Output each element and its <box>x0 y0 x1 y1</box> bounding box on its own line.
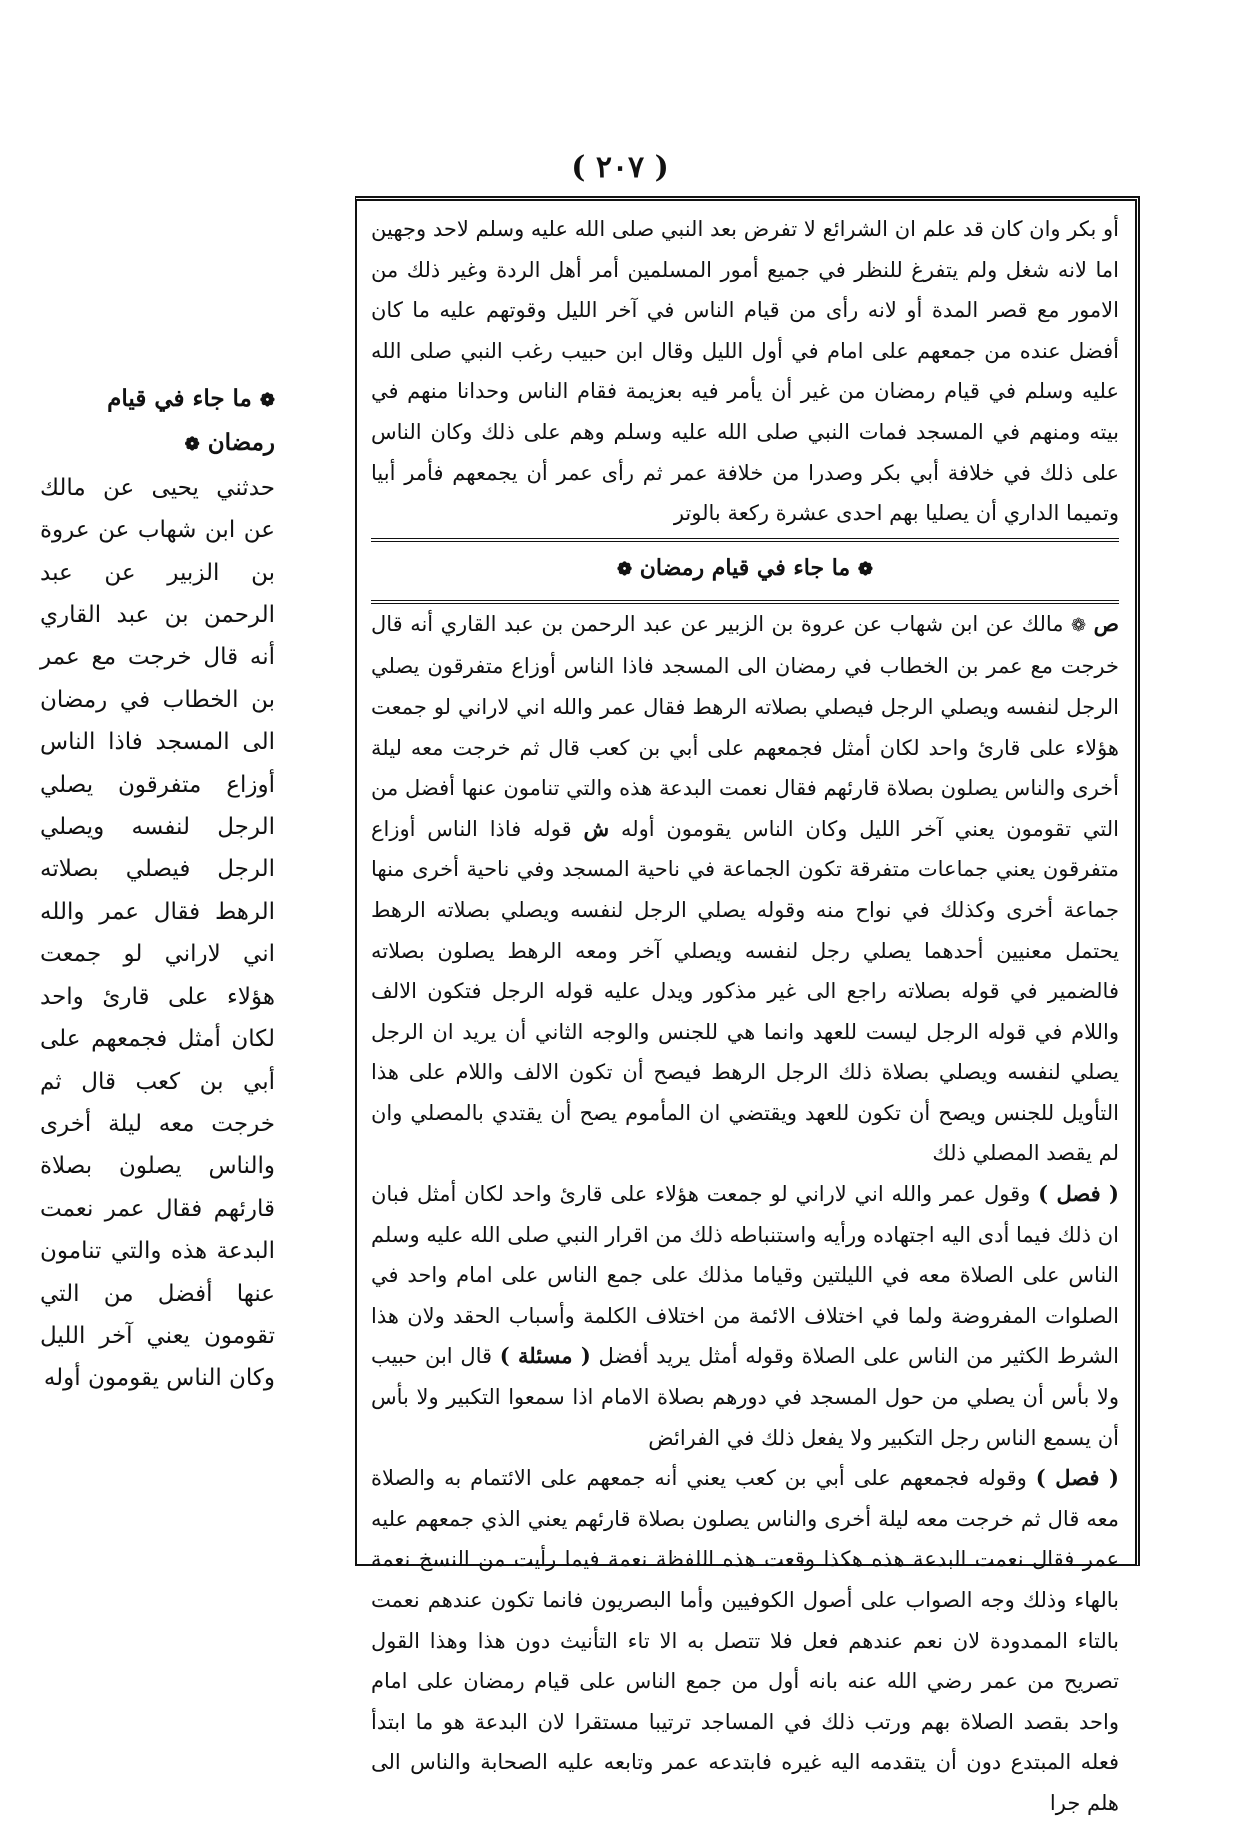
hadith-text: مالك عن ابن شهاب عن عروة بن الزبير عن عبد الرحمن بن عبد القاري أنه قال خرجت مع عمر بن الخطاب في رمضان الى المسجد فاذا الناس أوزاع متفرقون يصلي الرجل لنفسه ويصلي الرجل فيصلي بصلاته الرهط فقال عمر والله اني لاراني لو جمعت هؤلاء على قارئ واحد لكان أمثل فجمعهم على أبي بن كعب قال ثم خرجت معه ليلة أخرى والناس يصلون بصلاة قارئهم فقال نعمت البدعة هذه والتي تنامون عنها أفضل من التي تقومون يعني آخر الليل وكان الناس يقومون أوله <box>371 611 1119 841</box>
sharh-label: ش <box>583 815 610 841</box>
margin-hadith-column <box>40 378 275 1400</box>
sharh-text: قوله فاذا الناس أوزاع متفرقون يعني جماعات متفرقة تكون الجماعة في ناحية المسجد وفي ناحية أخرى منها جماعة أخرى وكذلك في نواح منه وقوله يصلي الرجل لنفسه ويصلي بصلاته الرهط يحتمل معنيين أحدهما يصلي رجل لنفسه ويصلي آخر ومعه الرهط يصلون بصلاته فالضمير في قوله بصلاته راجع الى غير مذكور ويدل عليه قوله الرجل فتكون الالف واللام في قوله الرجل ليست للعهد وانما هي للجنس والوجه الثاني أن يريد ان الرجل يصلي لنفسه ويصلي بصلاة ذلك الرجل الرهط فيصح أن تكون الالف واللام على هذا التأويل للجنس ويصح أن تكون للعهد ويقتضي ان المأموم يصح أن يقتدي بالمصلي وان لم يقصد المصلي ذلك <box>371 816 1119 1166</box>
section-title: ❁ ما جاء في قيام رمضان ❁ <box>617 554 873 581</box>
masala-label: ( مسئلة ) <box>499 1343 591 1369</box>
margin-section-title: ❁ ما جاء في قيام رمضان ❁ <box>107 385 275 457</box>
fasl-text-2: وقوله فجمعهم على أبي بن كعب يعني أنه جمعهم على الائتمام به والصلاة معه قال ثم خرجت معه ليلة أخرى والناس يصلون بصلاة قارئهم يعني الذي جمعهم عليه عمر فقال نعمت البدعة هذه هكذا وقعت هذه اللفظة نعمة فيما رأيت من النسخ نعمة بالهاء وذلك وجه الصواب على أصول الكوفيين وأما البصريون فانما تكون عندهم نعمت بالتاء الممدودة لان نعم عندهم فعل فلا تتصل به الا تاء التأنيث دون هذا وهذا القول تصريح من عمر رضي الله عنه بانه أول من جمع الناس على قيام رمضان على امام واحد بقصد الصلاة بهم ورتب ذلك في المساجد ترتيبا مستقرا لان البدعة هو ما ابتدأ فعله المبتدع دون أن يتقدمه اليه غيره فابتدعه عمر وتابعه عليه الصحابة والناس الى هلم جرا <box>371 1466 1119 1815</box>
fasl-paragraph-1 <box>371 1174 1119 1458</box>
fasl-paragraph-2 <box>371 1458 1119 1823</box>
ornament-icon: ❁ <box>259 390 275 411</box>
margin-hadith-text: حدثني يحيى عن مالك عن ابن شهاب عن عروة بن الزبير عن عبد الرحمن بن عبد القاري أنه قال خرجت مع عمر بن الخطاب في رمضان الى المسجد فاذا الناس أوزاع متفرقون يصلي الرجل لنفسه ويصلي الرجل فيصلي بصلاته الرهط فقال عمر والله اني لاراني لو جمعت هؤلاء على قارئ واحد لكان أمثل فجمعهم على أبي بن كعب قال ثم خرجت معه ليلة أخرى والناس يصلون بصلاة قارئهم فقال عمر نعمت البدعة هذه والتي تنامون عنها أفضل من التي تقومون يعني آخر الليل وكان الناس يقومون أوله <box>40 474 275 1392</box>
ornament-icon: ❁ <box>1071 614 1087 636</box>
main-text-body <box>371 209 1119 1815</box>
ornament-icon: ❁ <box>617 558 633 580</box>
fasl-text-1: وقول عمر والله اني لاراني لو جمعت هؤلاء على قارئ واحد لكان أمثل فبان ان ذلك فيما أدى اليه اجتهاده ورأيه واستنباطه ذلك من اقرار النبي صلى الله عليه وسلم الناس على الصلاة معه في الليلتين وقياما مذلك على جمع الناس على امام واحد في الصلوات المفروضة ولما في اختلاف الائمة من اختلاف الكلمة وأسباب الحقد ولان هذا الشرط الكثير من الناس على الصلاة وقوله أمثل يريد أفضل <box>371 1182 1119 1369</box>
intro-paragraph: أو بكر وان كان قد علم ان الشرائع لا تفرض بعد النبي صلى الله عليه وسلم لاحد وجهين اما لانه شغل ولم يتفرغ للنظر في جميع أمور المسلمين أمر أهل الردة وغير ذلك من الامور مع قصر المدة أو لانه رأى من قيام الناس في آخر الليل وقوتهم عليه ما كان أفضل عنده من جمعهم على امام في أول الليل وقال ابن حبيب رغب النبي صلى الله عليه وسلم في قيام رمضان من غير أن يأمر فيه بعزيمة فقام الناس وحدانا منهم في بيته ومنهم في المسجد فمات النبي صلى الله عليه وسلم وهم على ذلك وكان الناس على ذلك في خلافة أبي بكر وصدرا من خلافة عمر ثم رأى عمر أن يجمعهم فأمر أبيا وتميما الداري أن يصليا بهم احدى عشرة ركعة بالوتر <box>371 217 1119 526</box>
main-text-frame <box>355 196 1140 1815</box>
page-number: ( ٢٠٧ ) <box>571 150 669 185</box>
masala-text: قال ابن حبيب ولا بأس أن يصلي من حول المسجد في دورهم بصلاة الامام اذا سمعوا التكبير ولا بأس أن يسمع الناس رجل التكبير ولا يفعل ذلك في الفرائض <box>371 1344 1119 1450</box>
fasl-label: ( فصل ) <box>1038 1181 1119 1207</box>
ornament-icon: ❁ <box>857 558 873 580</box>
hadith-paragraph <box>371 604 1119 1174</box>
fasl-label-2: ( فصل ) <box>1035 1465 1119 1491</box>
hadith-label: ص <box>1093 610 1119 636</box>
ornament-icon: ❁ <box>184 434 200 456</box>
